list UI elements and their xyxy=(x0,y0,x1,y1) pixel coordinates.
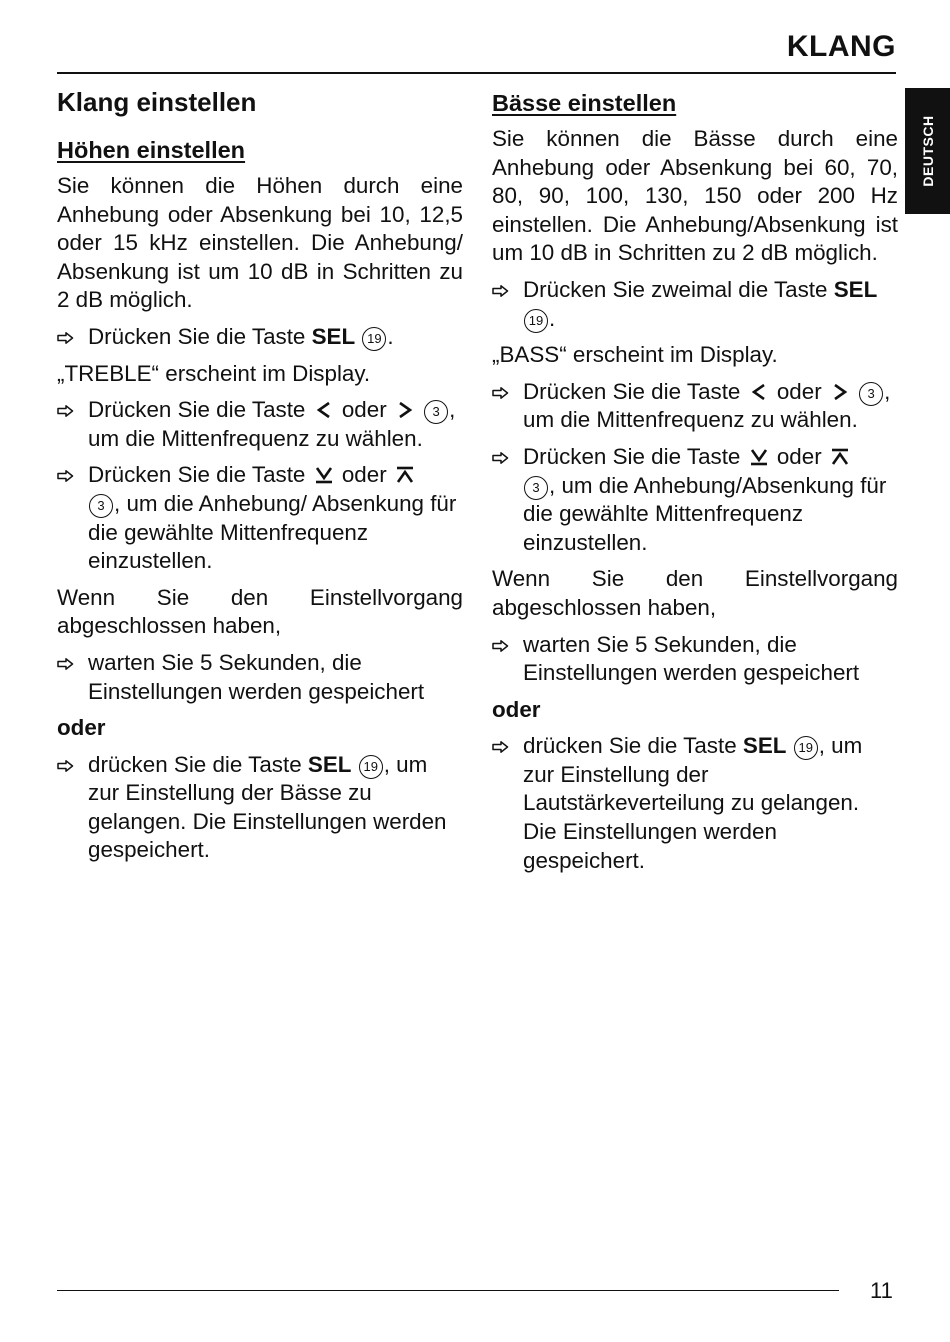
treble-display-note: „TREBLE“ erscheint im Display. xyxy=(57,360,371,386)
key-number-badge: 19 xyxy=(524,309,548,333)
arrow-right-icon xyxy=(492,452,509,464)
arrow-left-key-icon xyxy=(749,383,769,401)
arrow-right-icon xyxy=(492,387,509,399)
oder-label: oder xyxy=(57,715,106,741)
arrow-right-key-icon xyxy=(395,401,415,419)
bass-display-note: „BASS“ erscheint im Display. xyxy=(492,342,778,368)
sel-key-label: SEL xyxy=(307,751,352,777)
treble-step-4: warten Sie 5 Sekunden, die Einstellungen werden gespeichert xyxy=(57,649,463,706)
arrow-right-icon xyxy=(492,640,509,652)
treble-step-3: Drücken Sie die Taste oder 3 , um die Anhebung/ Absenkung für die gewählte Mittenfrequenz einzustellen. xyxy=(57,461,463,575)
arrow-down-key-icon xyxy=(749,448,769,466)
sel-key-label: SEL xyxy=(311,323,356,349)
treble-step-5: drücken Sie die Taste SEL 19 , um zur Einstellung der Bässe zu gelangen. Die Einstellungen werden gespeichert. xyxy=(57,751,463,865)
key-number-badge: 3 xyxy=(89,494,113,518)
page-number: 11 xyxy=(870,1278,893,1303)
page-header-title: KLANG xyxy=(786,30,896,63)
bass-finish-note: Wenn Sie den Einstellvorgang abgeschlossen haben, xyxy=(492,566,898,620)
key-number-badge: 3 xyxy=(424,400,448,424)
bass-step-2: Drücken Sie die Taste oder 3 , um die Mittenfrequenz zu wählen. xyxy=(492,378,898,435)
treble-subheading: Höhen einstellen xyxy=(57,137,246,163)
treble-step-1: Drücken Sie die Taste SEL 19 . xyxy=(57,323,463,352)
arrow-right-key-icon xyxy=(830,383,850,401)
key-number-badge: 3 xyxy=(859,382,883,406)
arrow-right-icon xyxy=(57,405,74,417)
language-tab xyxy=(905,88,950,214)
bass-intro: Sie können die Bässe durch eine Anhebung oder Absenkung bei 60, 70, 80, 90, 100, 130, 150 oder 200 Hz einstellen. Die Anhebung/Absenkung ist um 10 dB in Schritten zu 2 dB möglich. xyxy=(492,126,898,266)
key-number-badge: 19 xyxy=(359,755,383,779)
arrow-right-icon xyxy=(492,741,509,753)
header-divider xyxy=(57,72,896,74)
bass-subheading: Bässe einstellen xyxy=(492,90,677,116)
arrow-up-key-icon xyxy=(830,448,850,466)
arrow-down-key-icon xyxy=(314,466,334,484)
arrow-right-icon xyxy=(57,658,74,670)
bass-step-5: drücken Sie die Taste SEL 19 , um zur Einstellung der Lautstärkeverteilung zu gelangen. Die Einstellungen werden gespeichert. xyxy=(492,732,898,875)
footer-divider xyxy=(57,1290,839,1291)
bass-step-3: Drücken Sie die Taste oder 3 , um die Anhebung/Absenkung für die gewählte Mittenfrequenz einzustellen. xyxy=(492,443,898,557)
oder-label: oder xyxy=(492,696,541,722)
arrow-left-key-icon xyxy=(314,401,334,419)
sel-key-label: SEL xyxy=(742,733,787,759)
left-column xyxy=(57,84,463,873)
arrow-right-icon xyxy=(57,332,74,344)
bass-step-1: Drücken Sie zweimal die Taste SEL 19 . xyxy=(492,276,898,333)
arrow-right-icon xyxy=(492,285,509,297)
treble-finish-note: Wenn Sie den Einstellvorgang abgeschlossen haben, xyxy=(57,584,463,639)
key-number-badge: 3 xyxy=(524,476,548,500)
bass-step-4: warten Sie 5 Sekunden, die Einstellungen werden gespeichert xyxy=(492,631,898,688)
arrow-up-key-icon xyxy=(395,466,415,484)
key-number-badge: 19 xyxy=(794,736,818,760)
key-number-badge: 19 xyxy=(362,327,386,351)
treble-step-2: Drücken Sie die Taste oder 3 , um die Mittenfrequenz zu wählen. xyxy=(57,396,463,453)
language-tab-label: DEUTSCH xyxy=(919,115,936,187)
sel-key-label: SEL xyxy=(833,276,878,302)
section-heading: Klang einstellen xyxy=(57,87,257,117)
right-column xyxy=(492,84,898,883)
arrow-right-icon xyxy=(57,470,74,482)
treble-intro: Sie können die Höhen durch eine Anhebung oder Absenkung bei 10, 12,5 oder 15 kHz einstellen. Die Anhebung/ Absenkung ist um 10 dB in Schritten zu 2 dB möglich. xyxy=(57,173,463,313)
arrow-right-icon xyxy=(57,760,74,772)
